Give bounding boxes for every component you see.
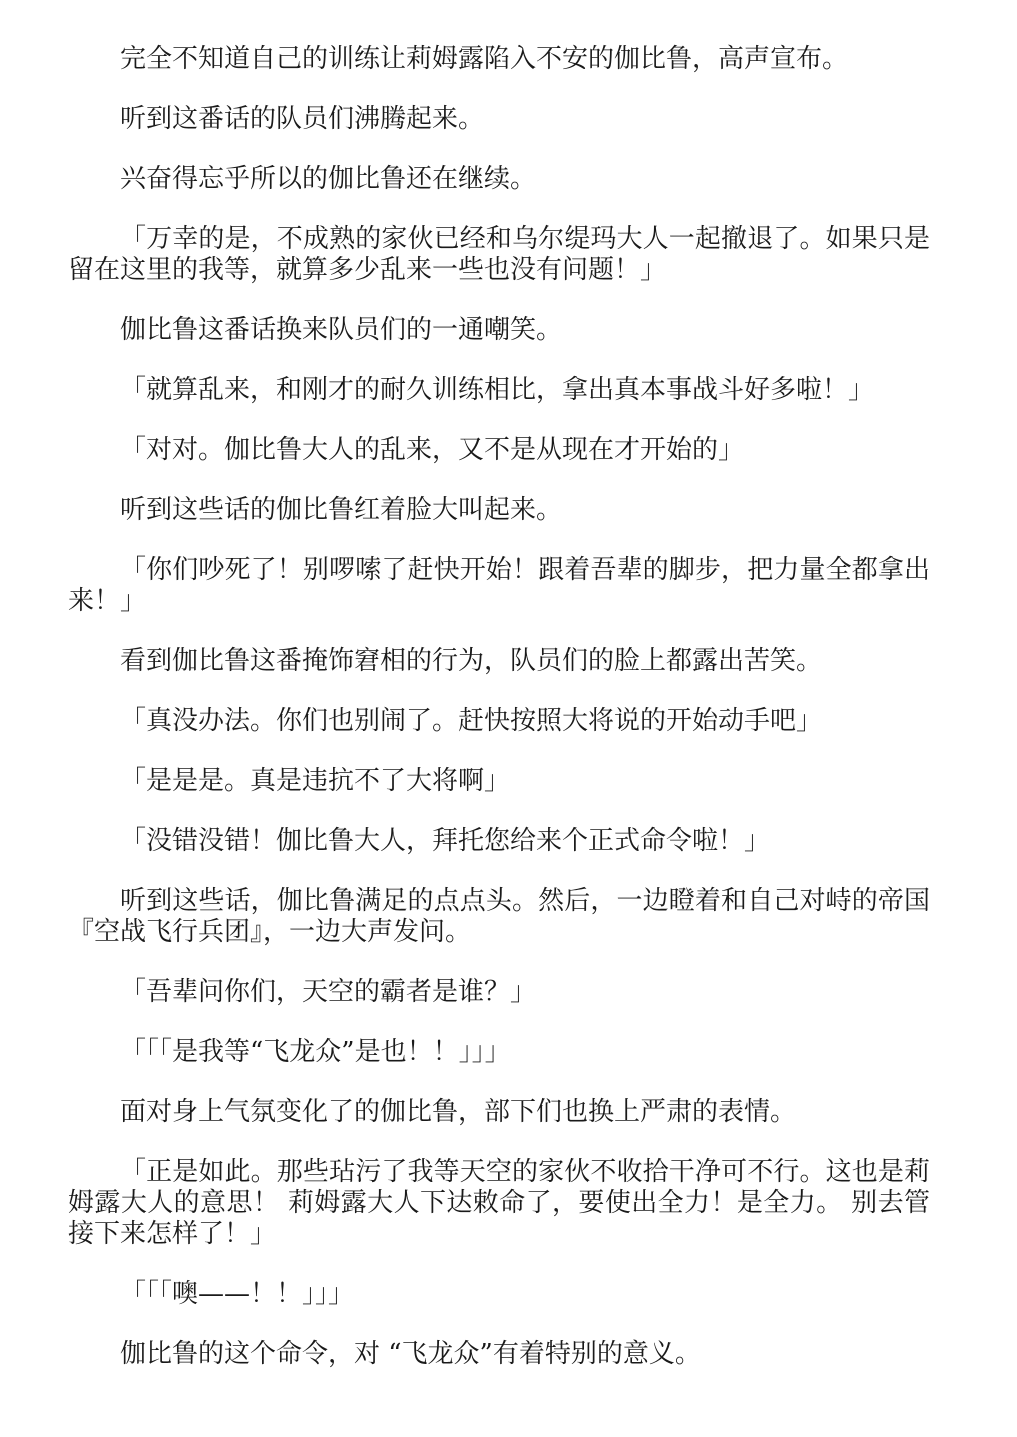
- dialogue-paragraph: 「对对。伽比鲁大人的乱来，又不是从现在才开始的」: [120, 435, 745, 465]
- dialogue-paragraph: 「是是是。真是违抗不了大将啊」: [120, 766, 511, 796]
- paragraph: 听到这些话，伽比鲁满足的点点头。然后，一边瞪着和自己对峙的帝国『空战飞行兵团』，一边大声发问。: [68, 886, 930, 947]
- dialogue-paragraph: 「没错没错！伽比鲁大人，拜托您给来个正式命令啦！」: [120, 826, 771, 856]
- dialogue-paragraph: 「真没办法。你们也别闹了。赶快按照大将说的开始动手吧」: [120, 706, 823, 736]
- dialogue-paragraph: 「就算乱来，和刚才的耐久训练相比，拿出真本事战斗好多啦！」: [120, 375, 875, 405]
- dialogue-paragraph: 「正是如此。那些玷污了我等天空的家伙不收拾干净可不行。这也是莉姆露大人的意思！ 莉姆露大人下达敕命了，要使出全力！是全力。 别去管接下来怎样了！」: [68, 1157, 930, 1249]
- dialogue-paragraph: 「你们吵死了！别啰嗦了赶快开始！跟着吾辈的脚步，把力量全都拿出来！」: [68, 555, 930, 616]
- paragraph: 面对身上气氛变化了的伽比鲁，部下们也换上严肃的表情。: [120, 1097, 797, 1127]
- paragraph: 伽比鲁这番话换来队员们的一通嘲笑。: [120, 315, 563, 345]
- paragraph: 看到伽比鲁这番掩饰窘相的行为，队员们的脸上都露出苦笑。: [120, 646, 823, 676]
- paragraph: 伽比鲁的这个命令，对 “飞龙众”有着特别的意义。: [120, 1339, 701, 1369]
- dialogue-paragraph: 「「「是我等“飞龙众”是也！！」」」: [120, 1037, 511, 1067]
- dialogue-paragraph: 「「「噢——！！」」」: [120, 1279, 355, 1309]
- dialogue-paragraph: 「万幸的是，不成熟的家伙已经和乌尔缇玛大人一起撤退了。如果只是留在这里的我等，就算多少乱来一些也没有问题！」: [68, 224, 930, 285]
- paragraph: 兴奋得忘乎所以的伽比鲁还在继续。: [120, 164, 537, 194]
- dialogue-paragraph: 「吾辈问你们，天空的霸者是谁？」: [120, 977, 537, 1007]
- paragraph: 听到这番话的队员们沸腾起来。: [120, 104, 485, 134]
- paragraph: 听到这些话的伽比鲁红着脸大叫起来。: [120, 495, 563, 525]
- paragraph: 完全不知道自己的训练让莉姆露陷入不安的伽比鲁，高声宣布。: [120, 44, 849, 74]
- document-page: [68, 44, 930, 1399]
